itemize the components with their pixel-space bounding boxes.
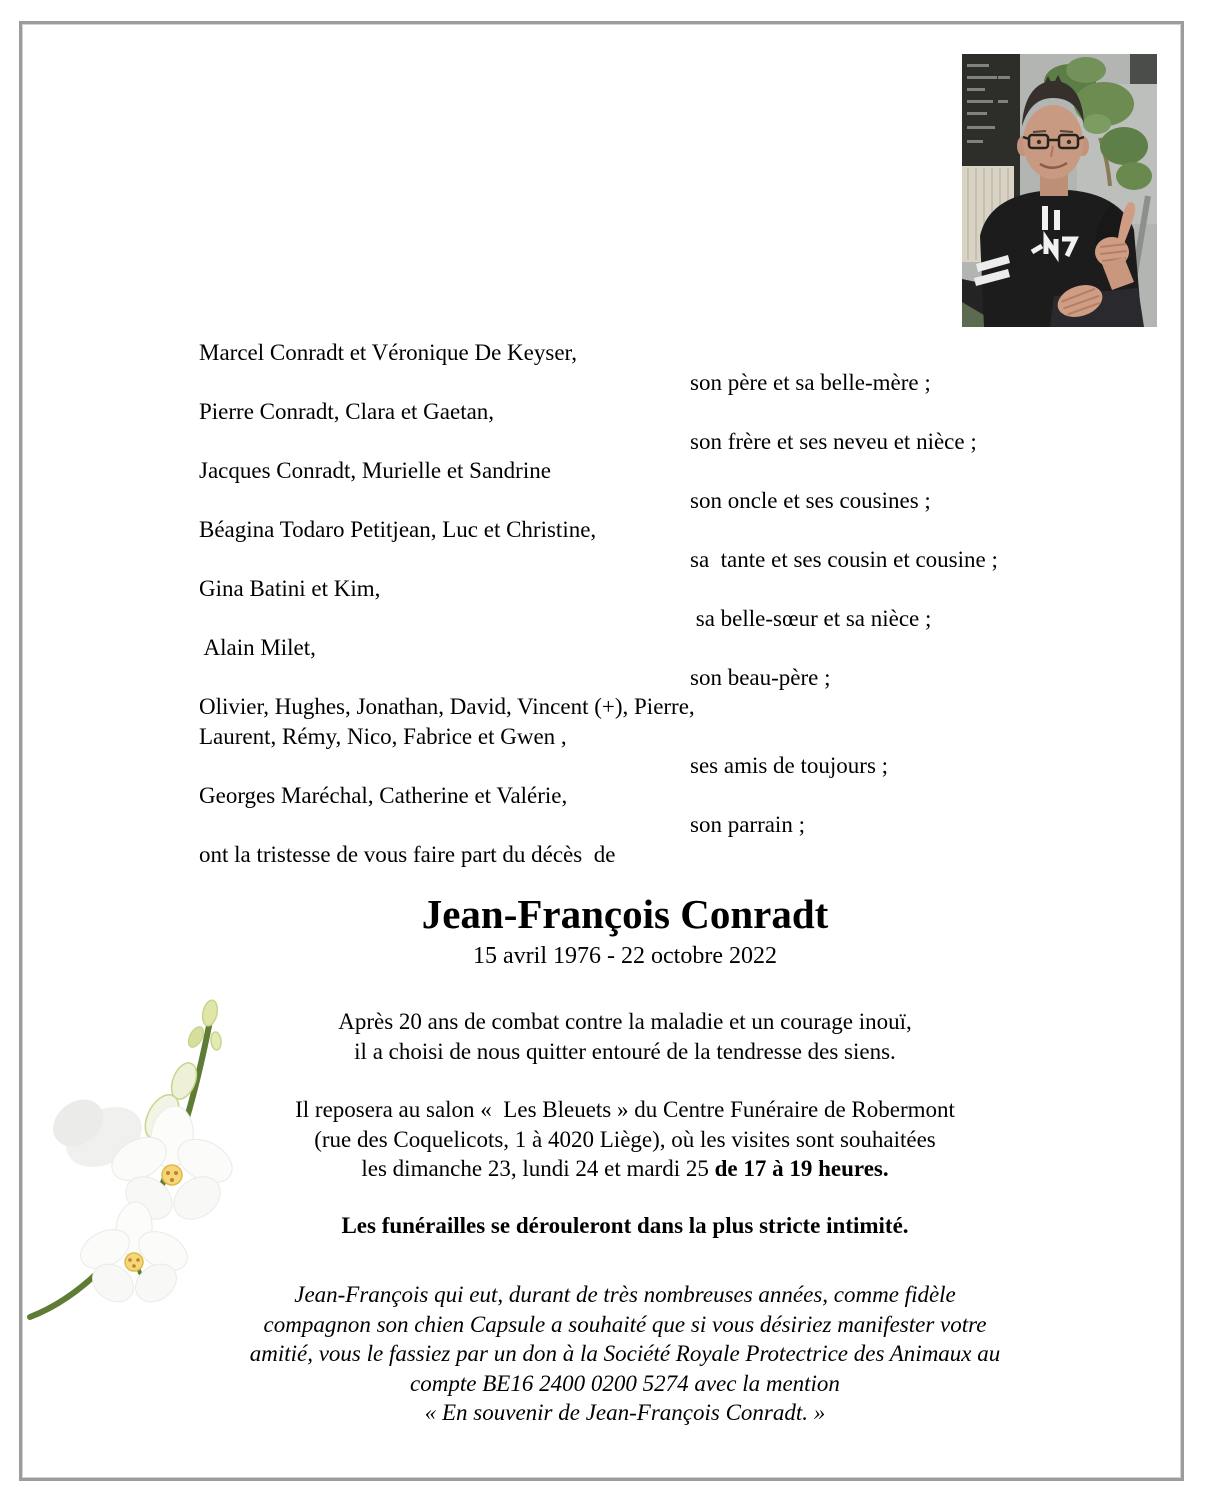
visitation-line: Il reposera au salon « Les Bleuets » du Centre Funéraire de Robermont — [295, 1097, 955, 1122]
family-line: Olivier, Hughes, Jonathan, David, Vincent (+), Pierre, — [199, 694, 695, 719]
intro-line: Après 20 ans de combat contre la maladie et un courage inouï, — [338, 1009, 912, 1034]
deceased-dates: 15 avril 1976 - 22 octobre 2022 — [473, 943, 777, 969]
family-announcement-block — [22, 338, 1182, 869]
deceased-name: Jean-François Conradt — [421, 891, 829, 937]
family-line: Alain Milet, — [199, 635, 316, 660]
relation-line: son oncle et ses cousines ; — [690, 487, 931, 513]
funeral-notice-line: Les funérailles se dérouleront dans la plus stricte intimité. — [341, 1213, 909, 1238]
family-line: Jacques Conradt, Murielle et Sandrine — [199, 458, 551, 483]
schedule-days: les dimanche 23, lundi 24 et mardi 25 — [361, 1156, 715, 1181]
tribute-line: amitié, vous le fassiez par un don à la Société Royale Protectrice des Animaux au — [249, 1341, 1001, 1366]
visitation-line: (rue des Coquelicots, 1 à 4020 Liège), où les visites sont souhaitées — [314, 1126, 936, 1152]
family-line: Georges Maréchal, Catherine et Valérie, — [199, 782, 568, 808]
relation-line: ses amis de toujours ; — [690, 753, 889, 778]
relation-line: sa tante et ses cousin et cousine ; — [690, 546, 998, 572]
orchid-decoration — [12, 985, 270, 1337]
relation-line: son père et sa belle-mère ; — [690, 369, 931, 395]
family-line: Gina Batini et Kim, — [199, 576, 381, 601]
intro-line: il a choisi de nous quitter entouré de la tendresse des siens. — [354, 1038, 896, 1064]
relation-line: son frère et ses neveu et nièce ; — [690, 428, 977, 454]
family-line: Marcel Conradt et Véronique De Keyser, — [199, 340, 578, 365]
relation-line: sa belle-sœur et sa nièce ; — [690, 605, 932, 631]
tribute-line: « En souvenir de Jean-François Conradt. » — [424, 1400, 826, 1425]
family-line: Béagina Todaro Petitjean, Luc et Christine, — [199, 517, 597, 542]
portrait-photo — [962, 54, 1157, 327]
relation-line: son parrain ; — [690, 812, 805, 837]
tribute-line: compagnon son chien Capsule a souhaité que si vous désiriez manifester votre — [263, 1311, 987, 1337]
family-line: ont la tristesse de vous faire part du décès de — [199, 841, 616, 867]
family-line: Laurent, Rémy, Nico, Fabrice et Gwen , — [199, 723, 567, 749]
tribute-line: Jean-François qui eut, durant de très nombreuses années, comme fidèle — [294, 1282, 956, 1307]
tribute-line: compte BE16 2400 0200 5274 avec la mention — [410, 1370, 840, 1396]
family-line: Pierre Conradt, Clara et Gaetan, — [199, 399, 495, 424]
relation-line: son beau-père ; — [690, 664, 831, 690]
schedule-hours: de 17 à 19 heures. — [714, 1156, 889, 1181]
